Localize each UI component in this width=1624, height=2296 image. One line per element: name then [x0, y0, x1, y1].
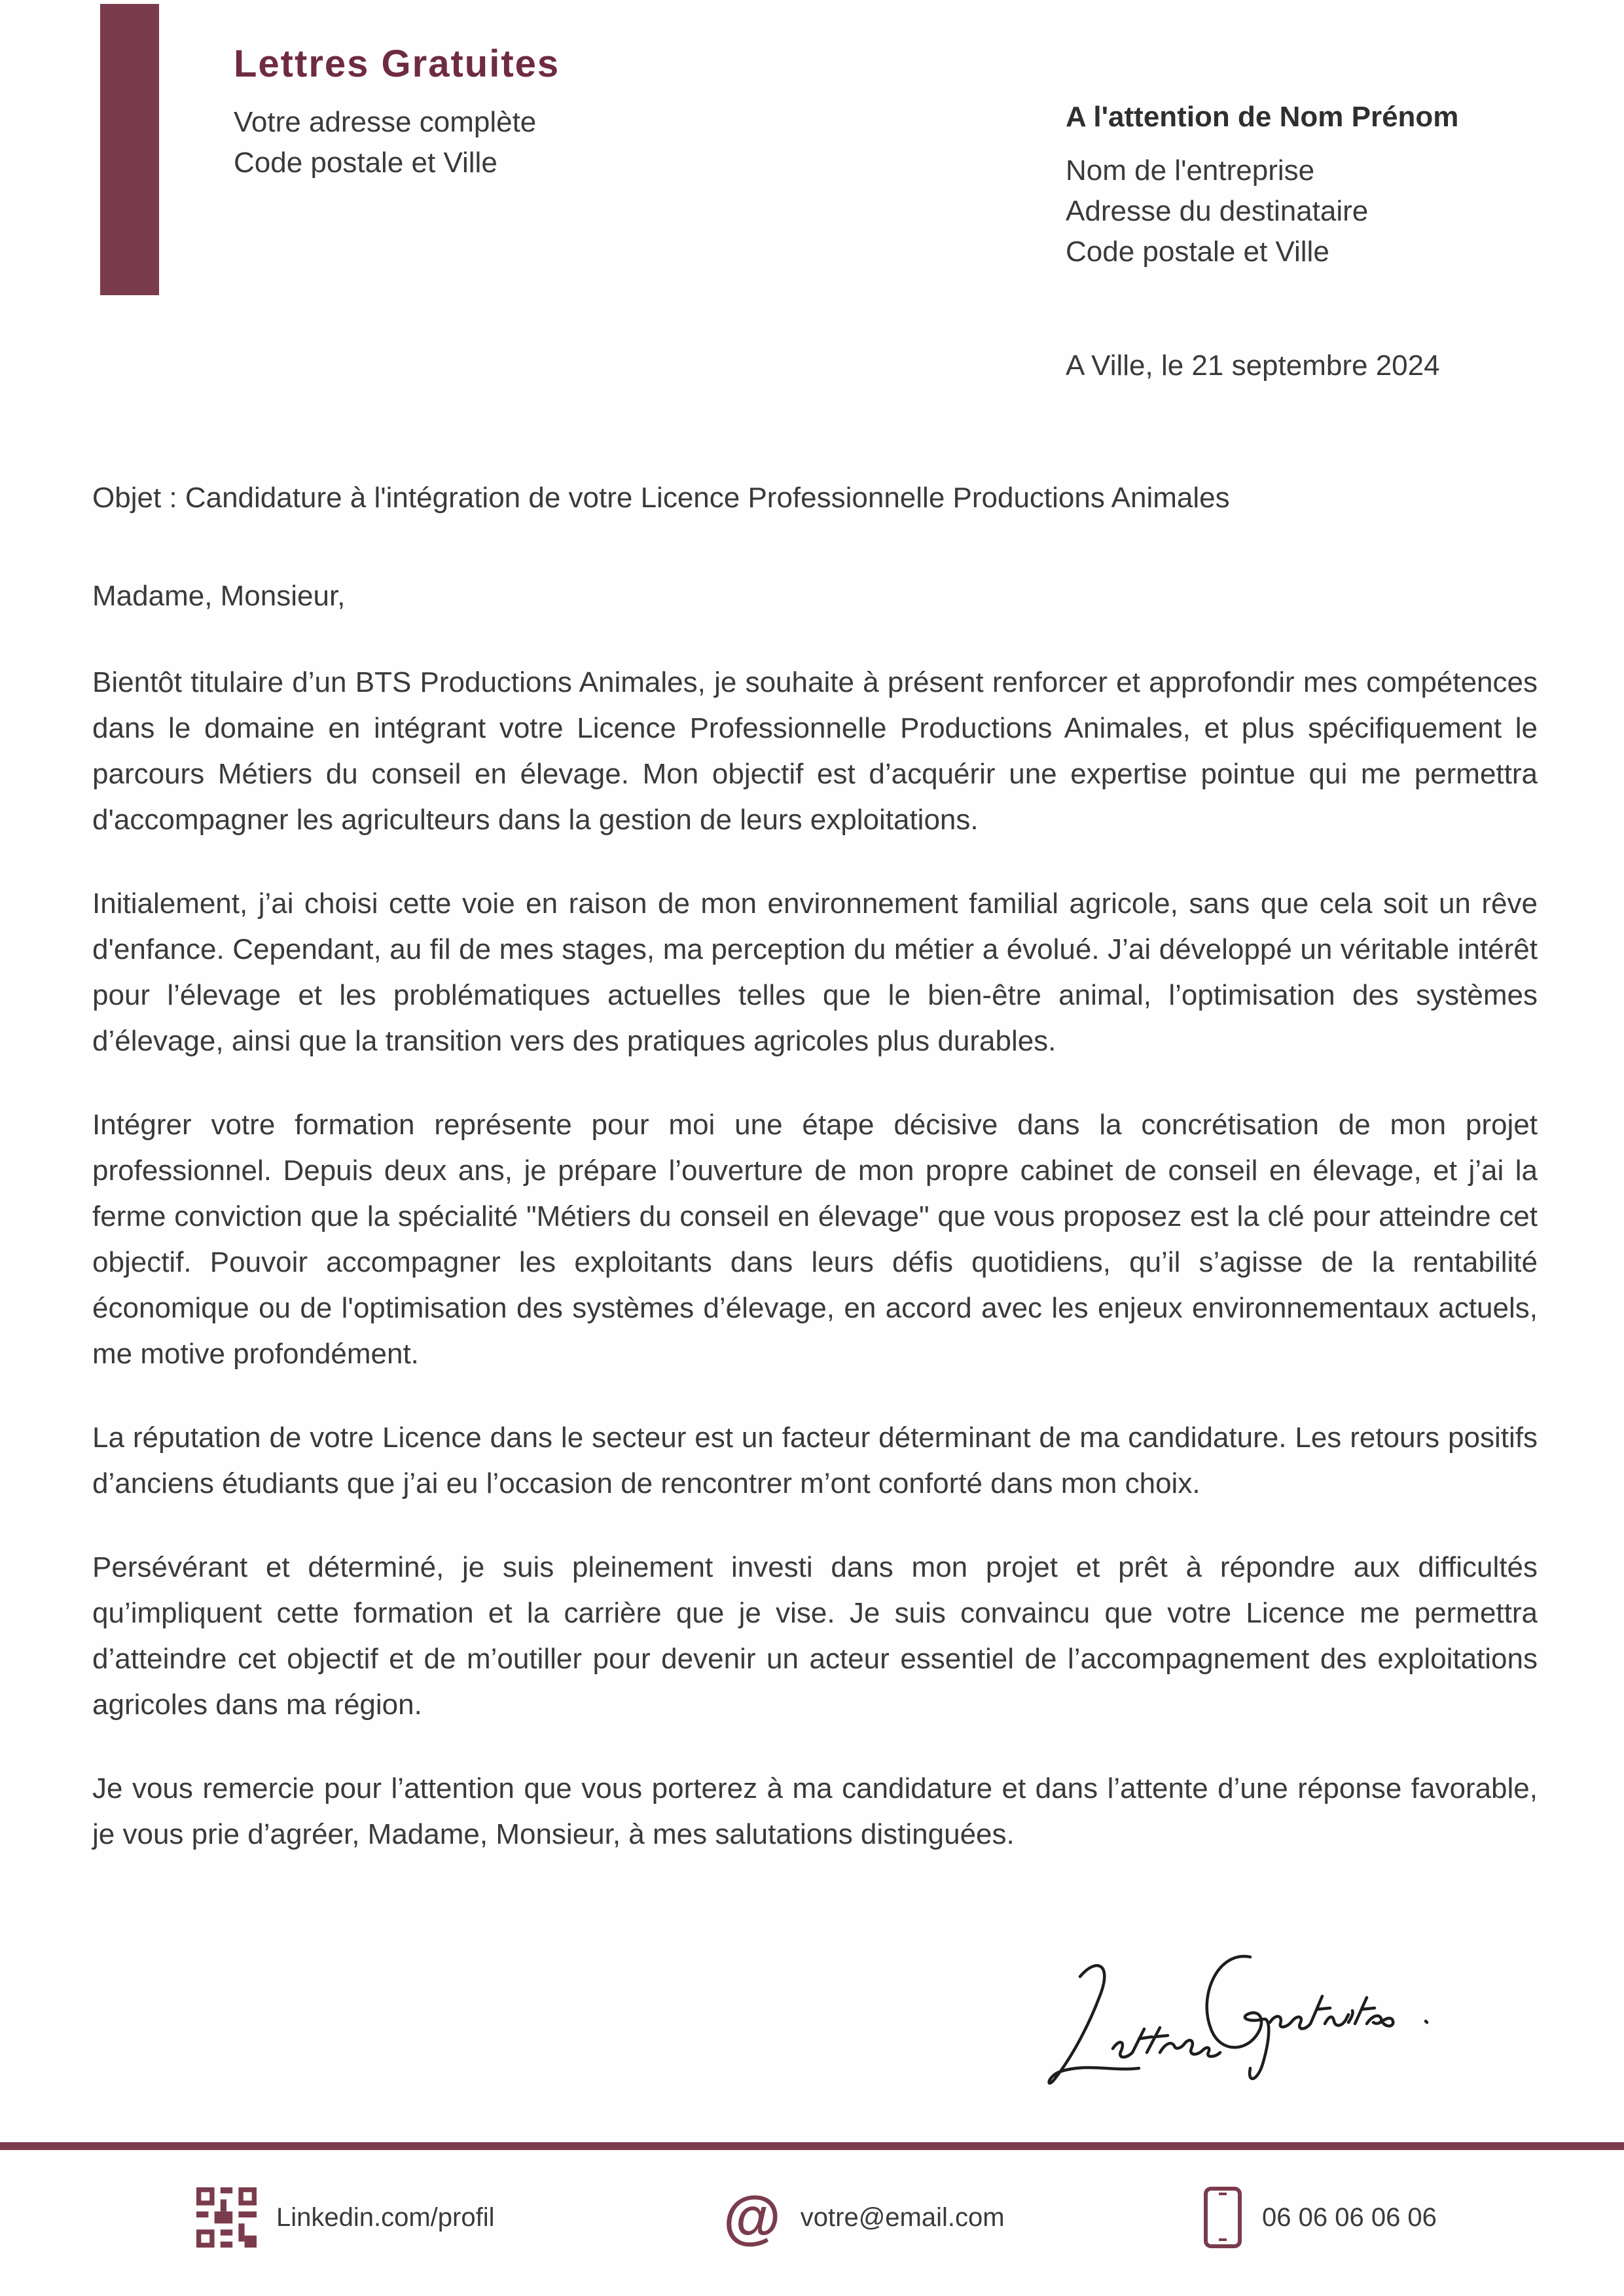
recipient-city: Code postale et Ville: [1066, 236, 1329, 268]
footer-phone-text: 06 06 06 06 06: [1262, 2202, 1437, 2232]
header-accent-bar: [100, 4, 159, 295]
letter-object: Objet : Candidature à l'intégration de votre Licence Professionnelle Productions Animales: [92, 482, 1230, 514]
letter-body: [92, 660, 1538, 1895]
footer-email-text: votre@email.com: [800, 2202, 1005, 2232]
footer-linkedin[interactable]: [196, 2185, 495, 2250]
recipient-address: Adresse du destinataire: [1066, 195, 1369, 227]
footer-email[interactable]: [723, 2185, 1005, 2250]
footer-linkedin-text: Linkedin.com/profil: [276, 2202, 495, 2232]
body-paragraph: Je vous remercie pour l’attention que vous porterez à ma candidature et dans l’attente d’une réponse favorable, je vous prie d’agréer, Madame, Monsieur, à mes salutations distinguées.: [92, 1772, 1538, 1850]
sender-name: Lettres Gratuites: [234, 43, 560, 85]
recipient-attention: A l'attention de Nom Prénom: [1066, 101, 1459, 133]
sender-city: Code postale et Ville: [234, 147, 497, 179]
body-paragraph: Bientôt titulaire d’un BTS Productions Animales, je souhaite à présent renforcer et approfondir mes compétences dans le domaine en intégrant votre Licence Professionnelle Productions Animales, et plus spécifiquement le parcours Métiers du conseil en élevage. Mon objectif est d’acquérir une expertise pointue qui me permettra d'accompagner les agriculteurs dans la gestion de leurs exploitations.: [92, 666, 1538, 836]
letter-greeting: Madame, Monsieur,: [92, 580, 346, 612]
footer-phone[interactable]: [1203, 2185, 1437, 2250]
letter-date: A Ville, le 21 septembre 2024: [1066, 350, 1440, 382]
footer-divider: [0, 2142, 1624, 2150]
body-paragraph: Initialement, j’ai choisi cette voie en raison de mon environnement familial agricole, sans que cela soit un rêve d'enfance. Cependant, au fil de mes stages, ma perception du métier a évolué. J’ai développé un véritable intérêt pour l’élevage et les problématiques actuelles telles que le bien-être animal, l’optimisation des systèmes d’élevage, ainsi que la transition vers des pratiques agricoles plus durables.: [92, 888, 1538, 1057]
recipient-company: Nom de l'entreprise: [1066, 154, 1315, 187]
qr-code-icon: [196, 2187, 257, 2248]
recipient-block: [1066, 97, 1458, 272]
body-paragraph: La réputation de votre Licence dans le secteur est un facteur déterminant de ma candidature. Les retours positifs d’anciens étudiants que j’ai eu l’occasion de rencontrer m’ont conforté dans mon choix.: [92, 1422, 1538, 1499]
smartphone-icon: [1203, 2186, 1242, 2249]
body-paragraph: Intégrer votre formation représente pour moi une étape décisive dans la concrétisation de mon projet professionnel. Depuis deux ans, je prépare l’ouverture de mon propre cabinet de conseil en élevage, et j’ai la ferme conviction que la spécialité "Métiers du conseil en élevage" que vous proposez est la clé pour atteindre cet objectif. Pouvoir accompagner les exploitants dans leurs défis quotidiens, qu’il s’agisse de la rentabilité économique ou de l'optimisation des systèmes d’élevage, en accord avec les enjeux environnementaux actuels, me motive profondément.: [92, 1109, 1538, 1370]
body-paragraph: Persévérant et déterminé, je suis pleinement investi dans mon projet et prêt à répondre aux difficultés qu’impliquent cette formation et la carrière que je vise. Je suis convaincu que votre Licence me permettra d’atteindre cet objectif et de m’outiller pour devenir un acteur essentiel de l’accompagnement des exploitations agricoles dans ma région.: [92, 1551, 1538, 1721]
handwritten-signature: [1034, 1924, 1479, 2094]
sender-block: [234, 38, 560, 183]
sender-address: Votre adresse complète: [234, 106, 537, 138]
at-sign-icon: @: [723, 2185, 781, 2250]
